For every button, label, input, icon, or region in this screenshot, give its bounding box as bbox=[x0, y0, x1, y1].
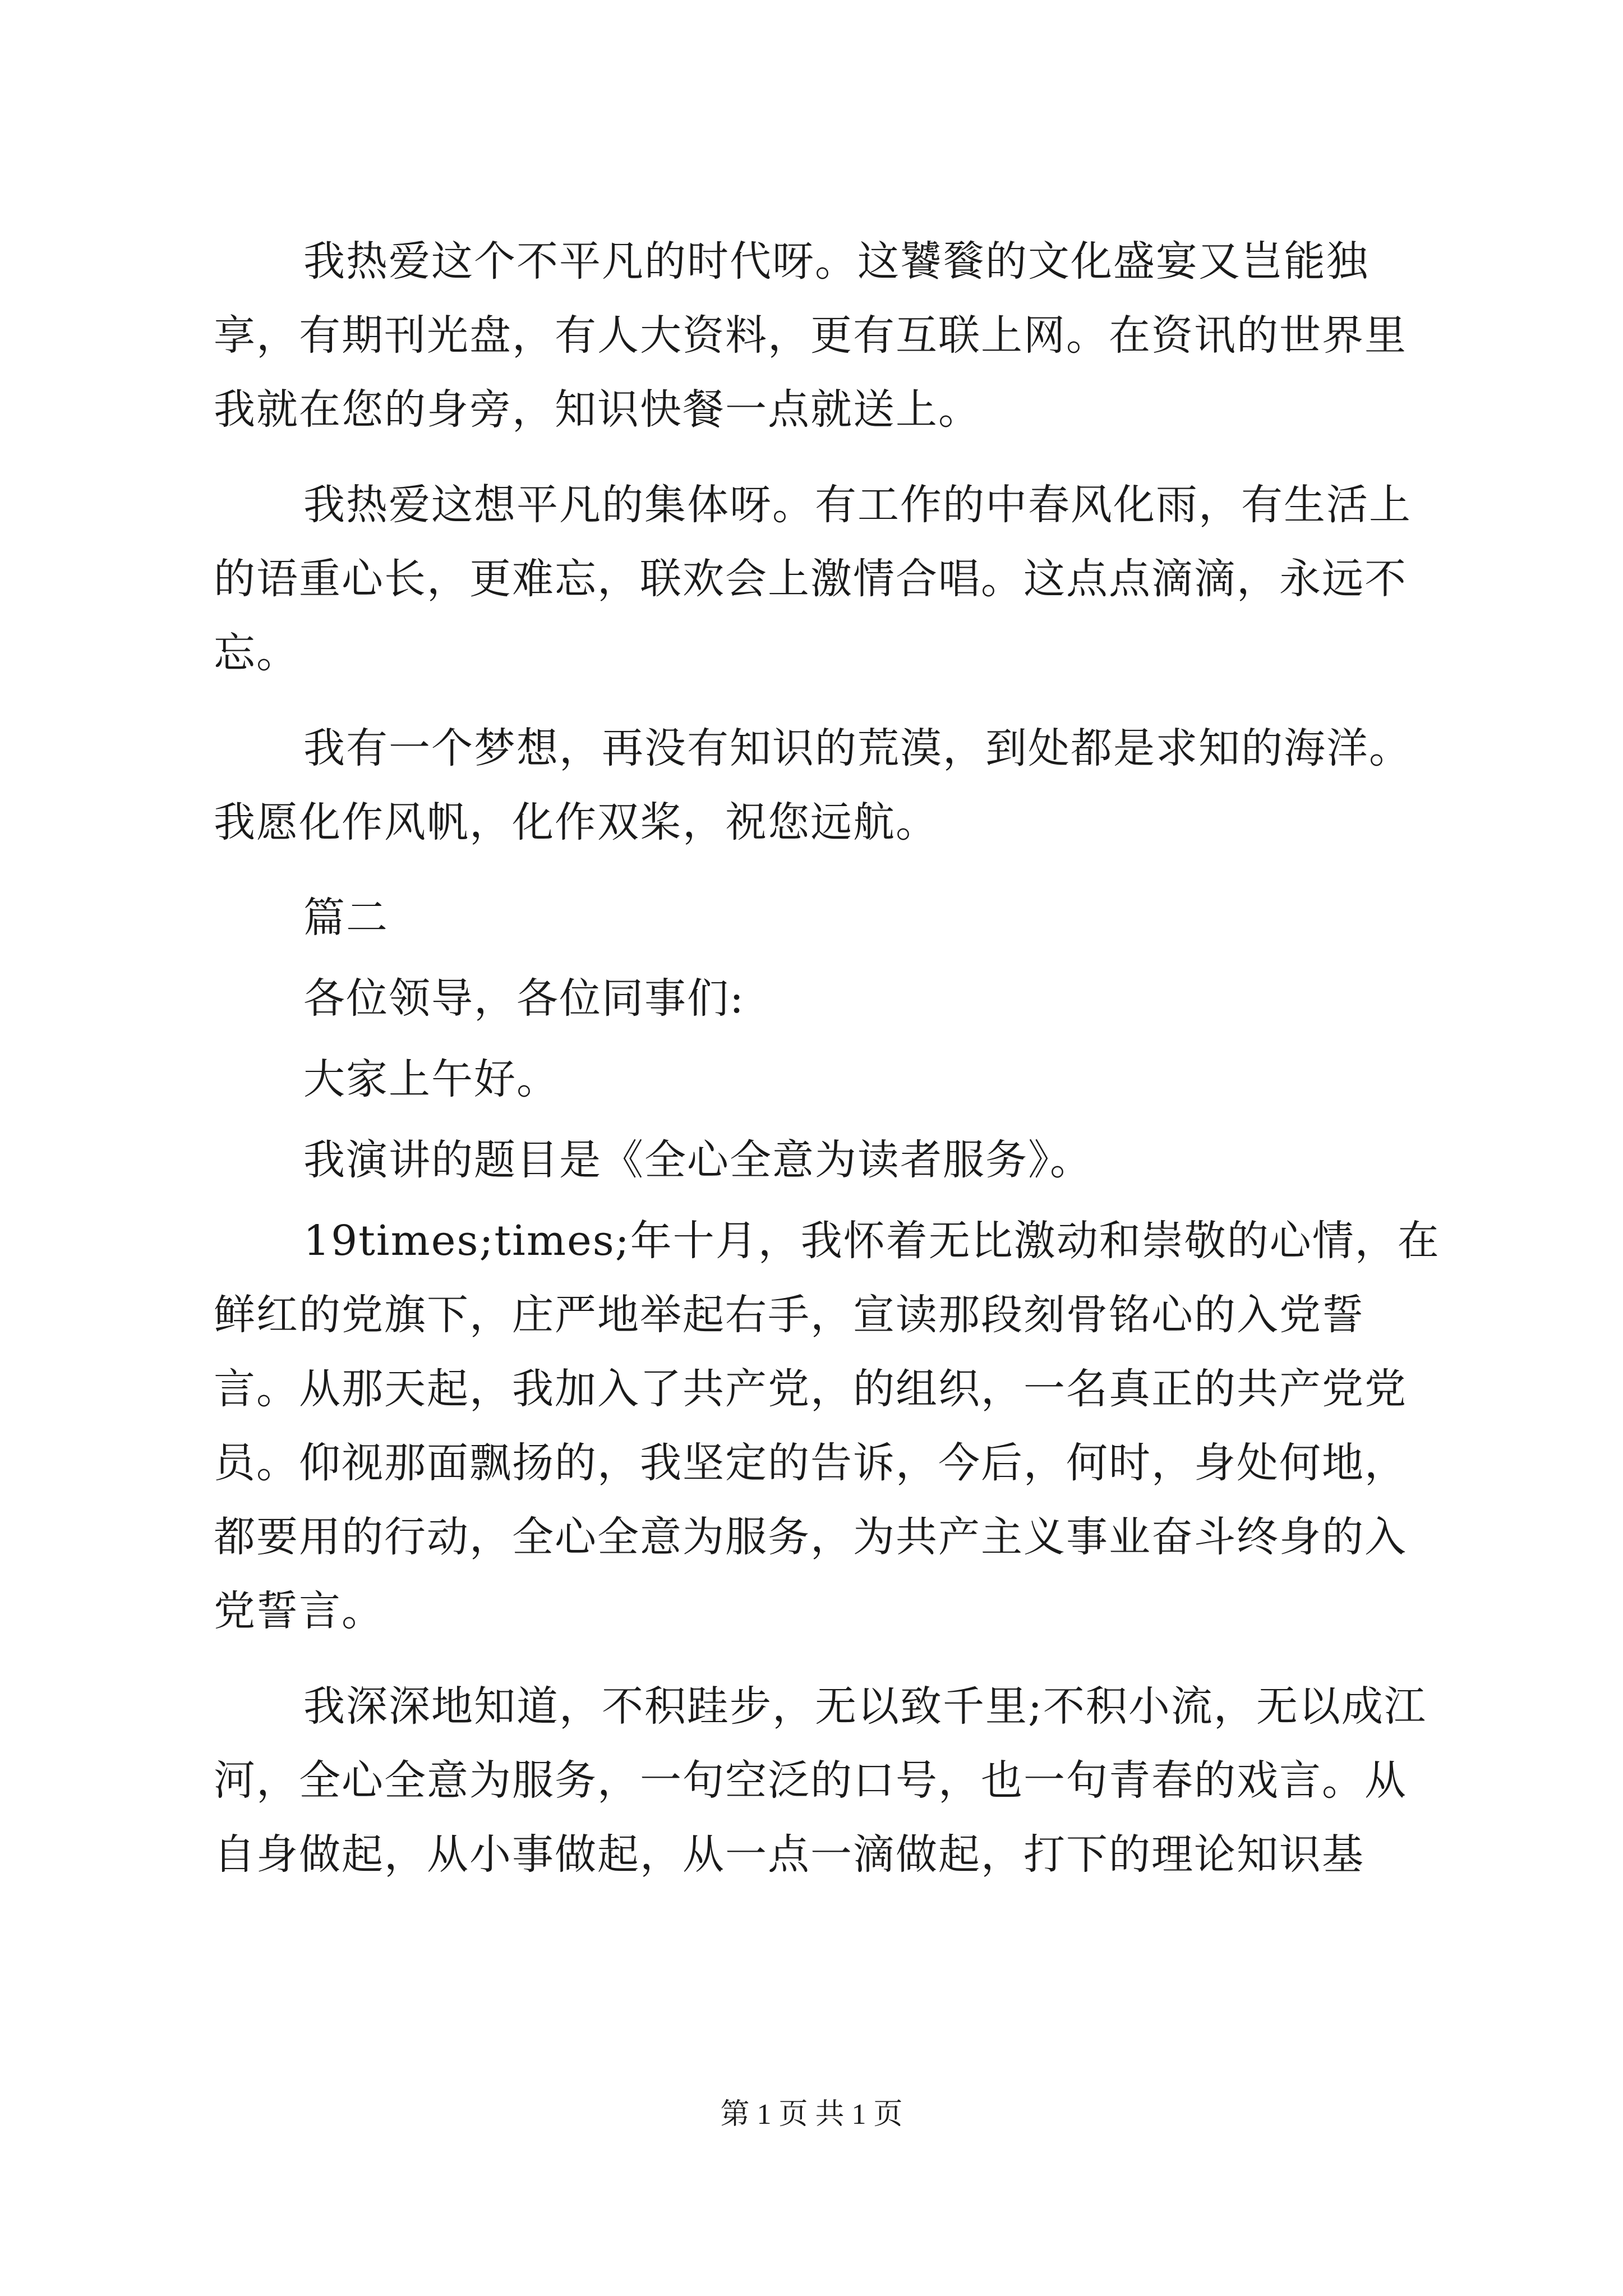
paragraph: 我热爱这想平凡的集体呀。有工作的中春风化雨，有生活上的语重心长，更难忘，联欢会上激情合唱。这点点滴滴，永远不忘。 bbox=[214, 481, 1412, 677]
paragraph: 我热爱这个不平凡的时代呀。这饕餮的文化盛宴又岂能独享，有期刊光盘，有人大资料，更有互联上网。在资讯的世界里我就在您的身旁，知识快餐一点就送上。 bbox=[214, 237, 1407, 434]
paragraph: 19times;times;年十月，我怀着无比激动和崇敬的心情，在鲜红的党旗下，庄严地举起右手，宣读那段刻骨铭心的入党誓言。从那天起，我加入了共产党，的组织，一名真正的共产党党员。仰视那面飘扬的，我坚定的告诉，今后，何时，身处何地，都要用的行动，全心全意为服务，为共产主义事业奋斗终身的入党誓言。 bbox=[214, 1217, 1440, 1635]
document-body bbox=[214, 224, 1442, 1913]
greeting: 大家上午好。 bbox=[303, 1055, 559, 1103]
salutation: 各位领导，各位同事们: bbox=[303, 974, 745, 1023]
page-number-footer: 第 1 页 共 1 页 bbox=[720, 2099, 903, 2131]
paragraph: 我深深地知道，不积跬步，无以致千里;不积小流，无以成江河，全心全意为服务，一句空泛的口号，也一句青春的戏言。从自身做起，从小事做起，从一点一滴做起，打下的理论知识基 bbox=[214, 1682, 1427, 1879]
section-heading: 篇二 bbox=[303, 894, 389, 942]
speech-title-line: 我演讲的题目是《全心全意为读者服务》。 bbox=[303, 1136, 1092, 1184]
paragraph: 我有一个梦想，再没有知识的荒漠，到处都是求知的海洋。我愿化作风帆，化作双桨，祝您远航。 bbox=[214, 724, 1412, 846]
